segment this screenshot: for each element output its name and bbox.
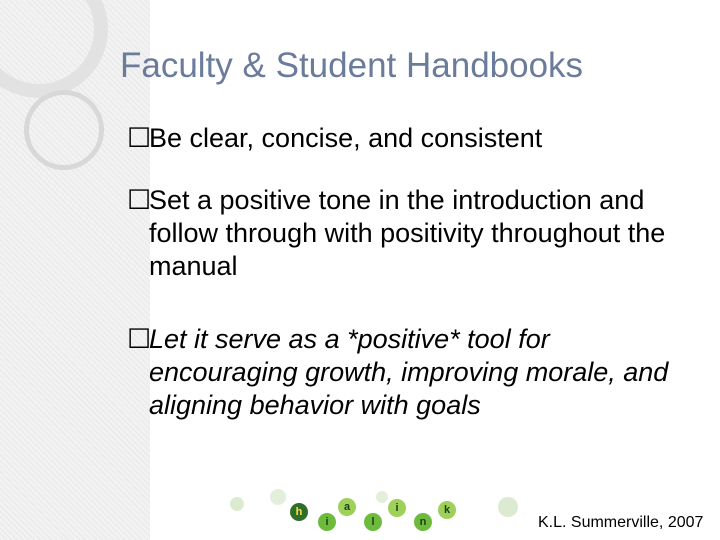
logo-dot	[376, 491, 388, 503]
bullet-item	[127, 184, 687, 283]
logo-dot	[230, 497, 244, 511]
logo-letter: l	[364, 513, 382, 531]
bullet-item	[127, 323, 687, 422]
logo-letter: a	[338, 498, 356, 516]
logo-letter: i	[318, 513, 336, 531]
logo-letter: n	[414, 513, 432, 531]
logo-letter: k	[438, 501, 456, 519]
bullet-marker-icon: ☐	[127, 324, 152, 354]
bullet-text: Be clear, concise, and consistent	[149, 123, 543, 153]
bullet-text: Let it serve as a *positive* tool for encouraging growth, improving morale, and aligning behavior with goals	[149, 324, 669, 420]
bullet-marker-icon: ☐	[127, 123, 152, 153]
logo-letter: i	[388, 499, 406, 517]
bullet-text: Set a positive tone in the introduction and follow through with positivity throughout the manual	[149, 185, 666, 281]
slide-title: Faculty & Student Handbooks	[120, 46, 584, 85]
logo-dot	[498, 497, 518, 517]
author-credit: K.L. Summerville, 2007	[538, 514, 704, 531]
decorative-circle-small	[24, 90, 104, 170]
bullet-item	[127, 122, 687, 155]
bullet-marker-icon: ☐	[127, 185, 152, 215]
molecule-logo	[226, 493, 526, 540]
logo-dot	[270, 489, 286, 505]
logo-letter: h	[290, 503, 308, 521]
